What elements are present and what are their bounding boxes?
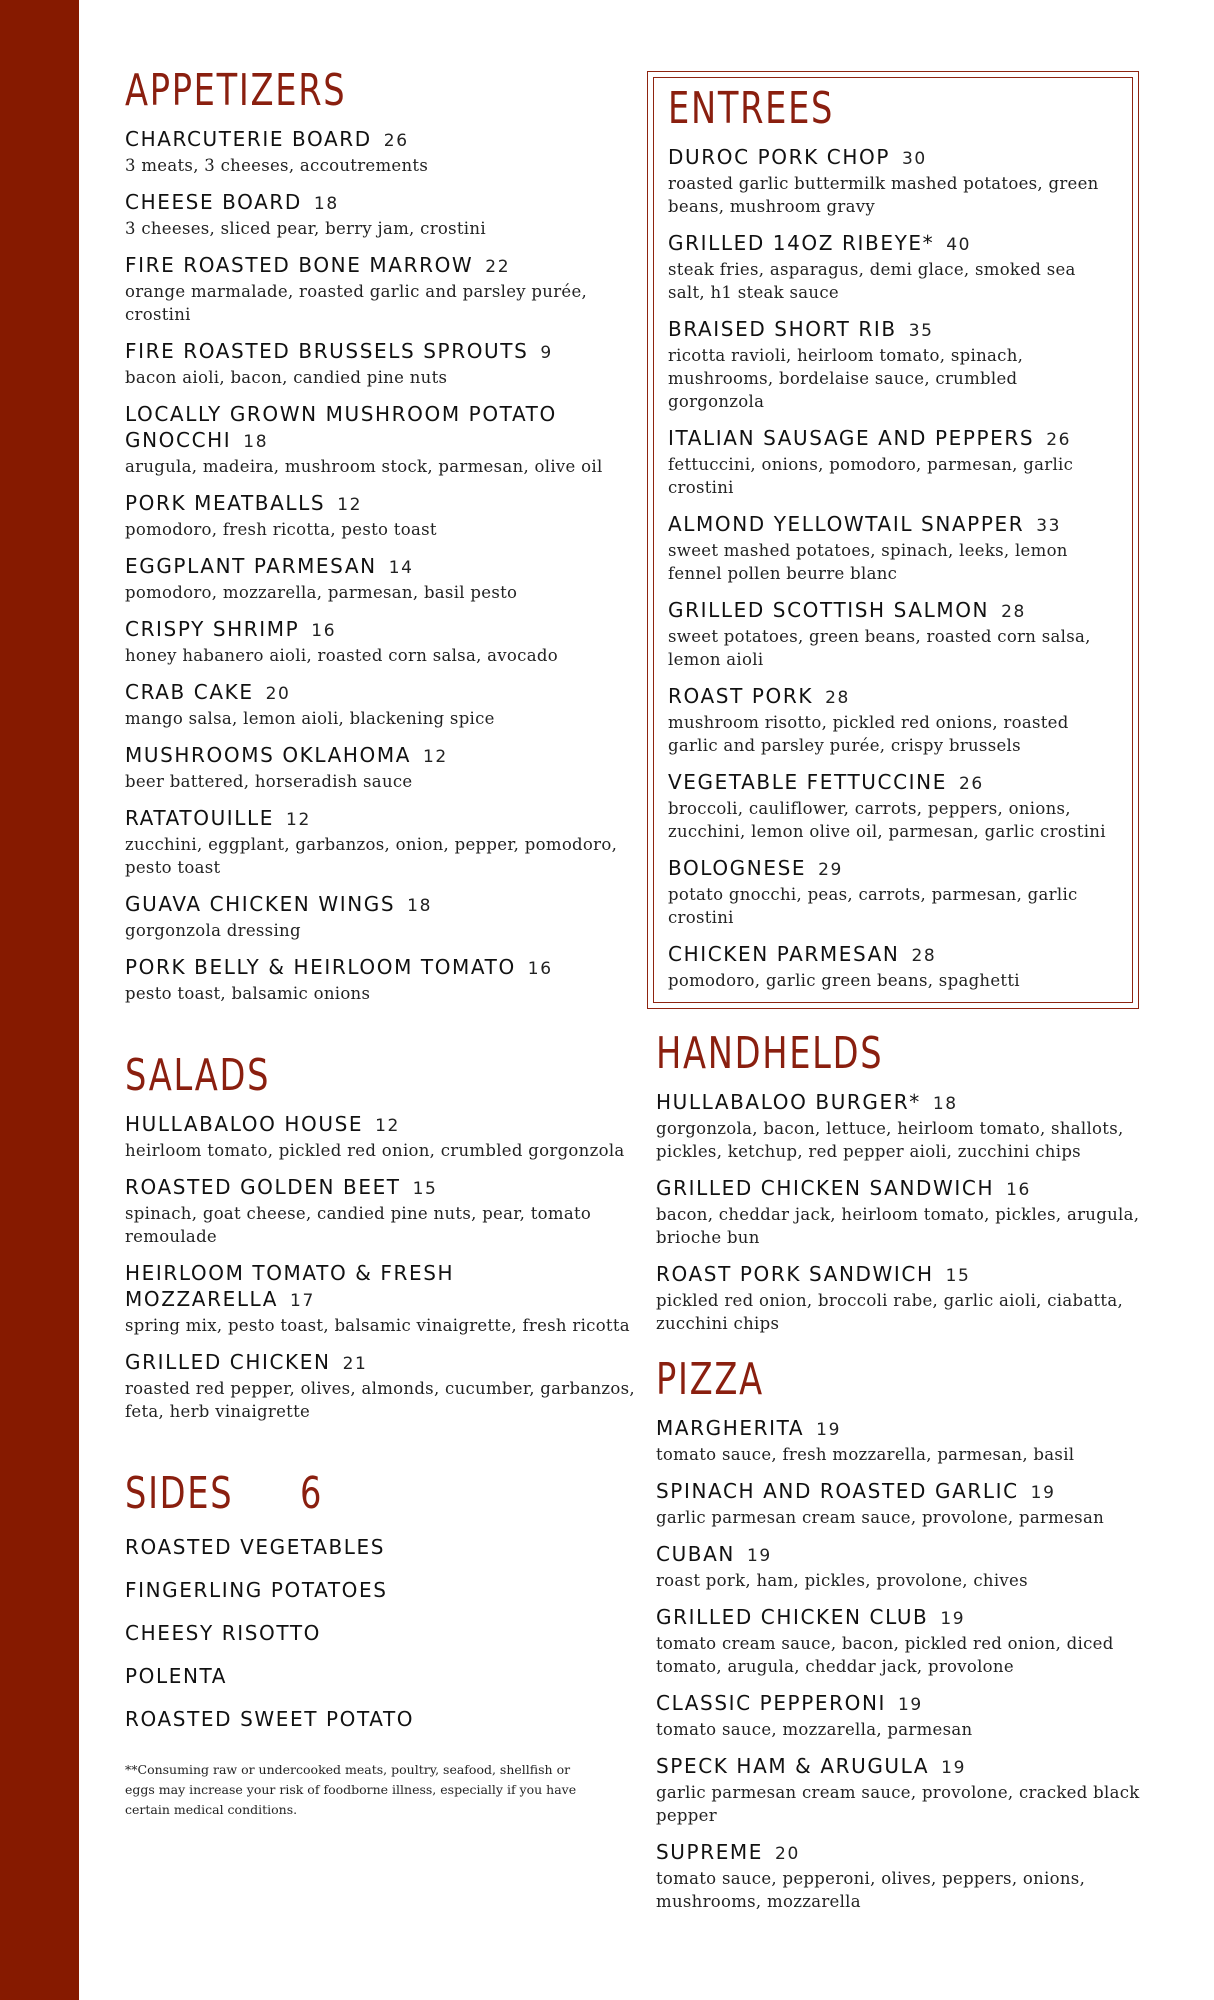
menu-item-name-line [668, 597, 1118, 625]
menu-item [125, 805, 635, 879]
menu-item-name: BOLOGNESE [668, 856, 807, 880]
side-item: POLENTA [125, 1664, 228, 1688]
menu-item-name-line [668, 144, 1118, 172]
right-column [656, 71, 1146, 1913]
menu-item-price: 20 [265, 684, 291, 704]
menu-item-description: broccoli, cauliflower, carrots, peppers, onions, zucchini, lemon olive oil, parmesan, garlic crostini [668, 799, 1106, 841]
menu-item-name: VEGETABLE FETTUCCINE [668, 770, 947, 794]
menu-item-price: 19 [1030, 1483, 1056, 1503]
menu-item-price: 28 [1001, 602, 1026, 622]
menu-item-description: pesto toast, balsamic onions [125, 984, 371, 1003]
menu-item-price: 18 [932, 1094, 958, 1114]
handhelds-section [656, 1028, 1146, 1335]
menu-item-description: zucchini, eggplant, garbanzos, onion, pepper, pomodoro, pesto toast [125, 835, 618, 877]
menu-item [668, 683, 1118, 757]
menu-item-name-line [125, 490, 635, 518]
side-accent-bar [0, 0, 79, 2000]
menu-item [668, 144, 1118, 218]
menu-item-price: 15 [945, 1266, 971, 1286]
menu-item [125, 1260, 635, 1337]
menu-item-name: SUPREME [656, 1840, 764, 1864]
disclaimer-text: **Consuming raw or undercooked meats, poultry, seafood, shellfish or eggs may increase your risk of foodborne illness, especially if you have certain medical conditions. [125, 1762, 577, 1817]
menu-item-name: HEIRLOOM TOMATO & FRESH MOZZARELLA [125, 1261, 455, 1311]
menu-item-name: EGGPLANT PARMESAN [125, 554, 377, 578]
entrees-list [668, 144, 1118, 992]
menu-item-name-line [656, 1690, 1146, 1718]
menu-item [668, 769, 1118, 843]
menu-item [668, 425, 1118, 499]
sides-list [125, 1534, 635, 1732]
menu-item-description: spinach, goat cheese, candied pine nuts, pear, tomato remoulade [125, 1204, 592, 1246]
menu-item-name-line [125, 1111, 635, 1139]
menu-item-description: steak fries, asparagus, demi glace, smoked sea salt, h1 steak sauce [668, 260, 1076, 302]
menu-item-name: CUBAN [656, 1542, 735, 1566]
menu-item-price: 12 [422, 747, 448, 767]
menu-item-name: GRILLED CHICKEN SANDWICH [656, 1176, 995, 1200]
menu-item-description: gorgonzola dressing [125, 921, 301, 940]
left-column [125, 65, 635, 1820]
menu-item [125, 252, 635, 326]
side-item: FINGERLING POTATOES [125, 1578, 388, 1602]
menu-item [668, 941, 1118, 992]
side-item: ROASTED SWEET POTATO [125, 1707, 415, 1731]
menu-item-price: 18 [313, 194, 339, 214]
menu-item-price: 19 [746, 1546, 772, 1566]
menu-item-description: fettuccini, onions, pomodoro, parmesan, garlic crostini [668, 455, 1074, 497]
menu-item-name-line [656, 1415, 1146, 1443]
menu-item-name-line [125, 1349, 635, 1377]
menu-item-name: ROAST PORK [668, 684, 814, 708]
menu-item-description: 3 meats, 3 cheeses, accoutrements [125, 156, 429, 175]
menu-item-name: LOCALLY GROWN MUSHROOM POTATO GNOCCHI [125, 402, 557, 452]
menu-item-name-line [668, 855, 1118, 883]
menu-item-description: garlic parmesan cream sauce, provolone, parmesan [656, 1508, 1105, 1527]
menu-item-name: CRISPY SHRIMP [125, 617, 300, 641]
menu-item-name: CHARCUTERIE BOARD [125, 127, 372, 151]
menu-item-description: mushroom risotto, pickled red onions, roasted garlic and parsley purée, crispy brussels [668, 713, 1069, 755]
menu-item-description: potato gnocchi, peas, carrots, parmesan, garlic crostini [668, 885, 1078, 927]
menu-item-name: RATATOUILLE [125, 806, 275, 830]
menu-item-name: GRILLED 14OZ RIBEYE* [668, 231, 935, 255]
menu-item [125, 891, 635, 942]
appetizers-heading: APPETIZERS [125, 65, 347, 116]
menu-item [668, 230, 1118, 304]
menu-item-description: tomato sauce, mozzarella, parmesan [656, 1720, 973, 1739]
menu-item [125, 338, 635, 389]
menu-item-price: 16 [311, 621, 337, 641]
menu-item-name-line [668, 511, 1118, 539]
menu-item-name: ALMOND YELLOWTAIL SNAPPER [668, 512, 1025, 536]
menu-item [656, 1690, 1146, 1741]
salads-heading: SALADS [125, 1050, 271, 1101]
handhelds-heading: HANDHELDS [656, 1028, 884, 1079]
menu-item [656, 1415, 1146, 1466]
menu-item-name-line [125, 616, 635, 644]
menu-item-name: HULLABALOO BURGER* [656, 1090, 921, 1114]
menu-item-price: 22 [485, 257, 511, 277]
menu-item-price: 16 [527, 959, 553, 979]
menu-item-name-line [125, 338, 635, 366]
menu-item-name: CLASSIC PEPPERONI [656, 1691, 887, 1715]
menu-item-price: 19 [940, 1609, 966, 1629]
entrees-section [653, 77, 1133, 1003]
menu-item-name: FIRE ROASTED BONE MARROW [125, 253, 474, 277]
menu-item-name-line [656, 1261, 1146, 1289]
menu-item-price: 26 [383, 131, 409, 151]
menu-item-price: 30 [901, 149, 927, 169]
menu-item-name-line [668, 941, 1118, 969]
menu-item-description: sweet mashed potatoes, spinach, leeks, lemon fennel pollen beurre blanc [668, 541, 1068, 583]
menu-item-name-line [668, 316, 1118, 344]
menu-item-name: BRAISED SHORT RIB [668, 317, 897, 341]
menu-item-description: spring mix, pesto toast, balsamic vinaigrette, fresh ricotta [125, 1316, 630, 1335]
menu-item-description: tomato cream sauce, bacon, pickled red onion, diced tomato, arugula, cheddar jack, provolone [656, 1634, 1114, 1676]
menu-item-price: 19 [816, 1420, 841, 1440]
entrees-frame [647, 71, 1139, 1009]
menu-item [125, 553, 635, 604]
menu-item [125, 189, 635, 240]
menu-item-name-line [656, 1541, 1146, 1569]
menu-item-name-line [656, 1089, 1146, 1117]
menu-item-price: 15 [412, 1179, 438, 1199]
menu-item-name-line [125, 553, 635, 581]
menu-item-price: 26 [1046, 430, 1072, 450]
menu-item-description: sweet potatoes, green beans, roasted corn salsa, lemon aioli [668, 627, 1091, 669]
menu-item [656, 1261, 1146, 1335]
menu-item-name-line [656, 1753, 1146, 1781]
pizza-list [656, 1415, 1146, 1913]
menu-item-description: pomodoro, garlic green beans, spaghetti [668, 971, 1020, 990]
menu-item-price: 19 [898, 1695, 923, 1715]
menu-item-name: SPECK HAM & ARUGULA [656, 1754, 930, 1778]
menu-item-name: HULLABALOO HOUSE [125, 1112, 364, 1136]
entrees-heading: ENTREES [668, 83, 835, 134]
menu-item-price: 18 [243, 432, 269, 452]
menu-item [656, 1753, 1146, 1827]
menu-item-price: 33 [1036, 516, 1062, 536]
menu-item-name-line [668, 425, 1118, 453]
menu-item-name-line [125, 401, 635, 455]
menu-item-name: PORK MEATBALLS [125, 491, 326, 515]
appetizers-list [125, 126, 635, 1005]
menu-item-price: 16 [1006, 1180, 1031, 1200]
menu-item-name: GRILLED CHICKEN CLUB [656, 1605, 929, 1629]
menu-item-price: 14 [388, 558, 414, 578]
menu-item-name-line [656, 1478, 1146, 1506]
salads-section [125, 1050, 635, 1423]
menu-item-description: garlic parmesan cream sauce, provolone, cracked black pepper [656, 1783, 1140, 1825]
menu-item-name-line [125, 189, 635, 217]
menu-item-description: roast pork, ham, pickles, provolone, chives [656, 1571, 1028, 1590]
appetizers-section [125, 65, 635, 1005]
menu-item-name: CHICKEN PARMESAN [668, 942, 900, 966]
menu-item-name: PORK BELLY & HEIRLOOM TOMATO [125, 955, 516, 979]
menu-item-description: orange marmalade, roasted garlic and parsley purée, crostini [125, 282, 588, 324]
menu-item-description: roasted red pepper, olives, almonds, cucumber, garbanzos, feta, herb vinaigrette [125, 1379, 635, 1421]
menu-item-name-line [668, 769, 1118, 797]
menu-item [125, 1349, 635, 1423]
menu-item-price: 28 [911, 946, 937, 966]
menu-item-description: pomodoro, fresh ricotta, pesto toast [125, 520, 437, 539]
menu-item-name-line [125, 1174, 635, 1202]
menu-item [656, 1541, 1146, 1592]
menu-item-name-line [656, 1175, 1146, 1203]
menu-item-price: 12 [286, 810, 311, 830]
menu-item-name-line [656, 1604, 1146, 1632]
menu-item-name-line [125, 126, 635, 154]
menu-item-price: 19 [941, 1758, 966, 1778]
sides-price: 6 [300, 1468, 324, 1519]
menu-item-price: 17 [290, 1291, 315, 1311]
menu-item-price: 12 [337, 495, 363, 515]
menu-item-description: pomodoro, mozzarella, parmesan, basil pesto [125, 583, 518, 602]
menu-item [668, 511, 1118, 585]
pizza-heading: PIZZA [656, 1354, 764, 1405]
menu-item-description: tomato sauce, fresh mozzarella, parmesan, basil [656, 1445, 1075, 1464]
menu-item-name: ROAST PORK SANDWICH [656, 1262, 934, 1286]
menu-item-name: CRAB CAKE [125, 680, 254, 704]
menu-item [125, 490, 635, 541]
side-item: CHEESY RISOTTO [125, 1621, 322, 1645]
menu-item-name-line [125, 679, 635, 707]
menu-item-name-line [125, 891, 635, 919]
menu-item-description: pickled red onion, broccoli rabe, garlic aioli, ciabatta, zucchini chips [656, 1291, 1124, 1333]
sides-heading: SIDES [125, 1468, 234, 1519]
side-item: ROASTED VEGETABLES [125, 1535, 386, 1559]
sides-heading-row [125, 1468, 635, 1519]
menu-item [125, 1111, 635, 1162]
menu-item-price: 28 [825, 688, 850, 708]
menu-item [125, 616, 635, 667]
salads-list [125, 1111, 635, 1423]
menu-item [125, 954, 635, 1005]
sides-section [125, 1468, 635, 1820]
menu-item-price: 18 [407, 896, 432, 916]
menu-item-description: bacon, cheddar jack, heirloom tomato, pickles, arugula, brioche bun [656, 1205, 1140, 1247]
menu-item-name: ITALIAN SAUSAGE AND PEPPERS [668, 426, 1035, 450]
menu-item-name: GRILLED SCOTTISH SALMON [668, 598, 990, 622]
menu-item [125, 401, 635, 478]
menu-item-name: CHEESE BOARD [125, 190, 302, 214]
menu-item [125, 1174, 635, 1248]
menu-item-description: arugula, madeira, mushroom stock, parmesan, olive oil [125, 457, 603, 476]
menu-item-name: ROASTED GOLDEN BEET [125, 1175, 401, 1199]
menu-item-description: 3 cheeses, sliced pear, berry jam, crostini [125, 219, 486, 238]
menu-item [656, 1839, 1146, 1913]
menu-item [656, 1478, 1146, 1529]
menu-item-price: 29 [818, 860, 843, 880]
menu-item-name-line [125, 1260, 635, 1314]
menu-item-name-line [668, 683, 1118, 711]
menu-item-name: GUAVA CHICKEN WINGS [125, 892, 396, 916]
menu-item [668, 597, 1118, 671]
menu-item-name: MARGHERITA [656, 1416, 805, 1440]
menu-item-name: DUROC PORK CHOP [668, 145, 890, 169]
menu-item-price: 26 [958, 774, 984, 794]
menu-item-name: MUSHROOMS OKLAHOMA [125, 743, 411, 767]
menu-item-name-line [656, 1839, 1146, 1867]
menu-item-price: 20 [775, 1844, 800, 1864]
menu-item-description: gorgonzola, bacon, lettuce, heirloom tomato, shallots, pickles, ketchup, red pepper aioli, zucchini chips [656, 1119, 1124, 1161]
menu-item-price: 9 [540, 343, 553, 363]
pizza-section [656, 1354, 1146, 1913]
menu-item-description: heirloom tomato, pickled red onion, crumbled gorgonzola [125, 1141, 625, 1160]
menu-item-name-line [125, 954, 635, 982]
menu-item [656, 1175, 1146, 1249]
handhelds-list [656, 1089, 1146, 1335]
menu-item-description: ricotta ravioli, heirloom tomato, spinach, mushrooms, bordelaise sauce, crumbled gorgonzola [668, 346, 1024, 411]
menu-item-description: honey habanero aioli, roasted corn salsa, avocado [125, 646, 558, 665]
menu-item-name: SPINACH AND ROASTED GARLIC [656, 1479, 1019, 1503]
menu-item [668, 855, 1118, 929]
menu-item-name-line [125, 805, 635, 833]
menu-item [125, 742, 635, 793]
menu-item-description: bacon aioli, bacon, candied pine nuts [125, 368, 448, 387]
menu-item-name: FIRE ROASTED BRUSSELS SPROUTS [125, 339, 529, 363]
menu-item-description: beer battered, horseradish sauce [125, 772, 413, 791]
menu-item-name: GRILLED CHICKEN [125, 1350, 331, 1374]
menu-item [668, 316, 1118, 413]
menu-item-name-line [125, 742, 635, 770]
menu-item [125, 679, 635, 730]
menu-item-price: 12 [375, 1116, 400, 1136]
menu-item-name-line [125, 252, 635, 280]
menu-item-price: 40 [946, 235, 972, 255]
menu-item [125, 126, 635, 177]
menu-item-name-line [668, 230, 1118, 258]
menu-item [656, 1604, 1146, 1678]
menu-item-description: tomato sauce, pepperoni, olives, peppers, onions, mushrooms, mozzarella [656, 1869, 1086, 1911]
menu-item-description: mango salsa, lemon aioli, blackening spice [125, 709, 495, 728]
menu-item [656, 1089, 1146, 1163]
menu-item-price: 21 [342, 1354, 368, 1374]
menu-item-price: 35 [908, 321, 934, 341]
menu-item-description: roasted garlic buttermilk mashed potatoes, green beans, mushroom gravy [668, 174, 1099, 216]
